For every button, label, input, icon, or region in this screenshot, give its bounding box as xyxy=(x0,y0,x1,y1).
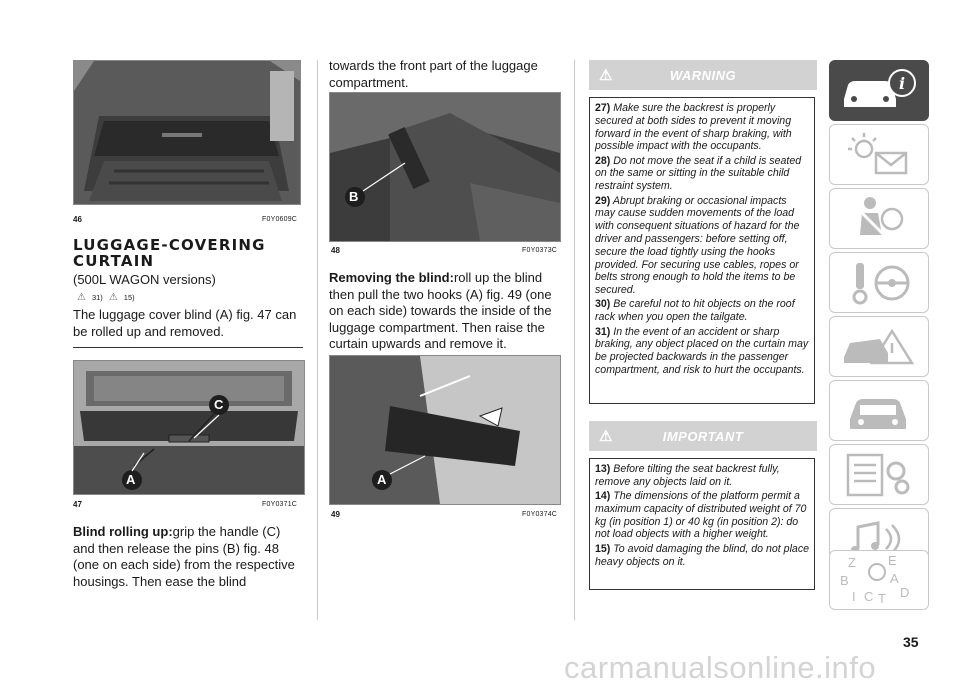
emergency-icon xyxy=(830,317,928,376)
safety-tab[interactable] xyxy=(829,188,929,249)
figure-46-number: 46 xyxy=(73,215,82,224)
index-letter: B xyxy=(840,573,849,588)
note-number: 30) xyxy=(595,298,611,311)
note-text: Do not move the seat if a child is seated on the same or sitting in the suitable child restraint system. xyxy=(595,154,802,193)
rolling-up-text: grip the handle (C) and then release the pins (B) fig. 48 (one on each side) from the respective housings. Then ease the blind xyxy=(73,524,295,589)
seatbelt-airbag-icon xyxy=(830,189,928,248)
intro-paragraph: The luggage cover blind (A) fig. 47 can be rolled up and removed. xyxy=(73,307,297,339)
figure-48-number: 48 xyxy=(331,246,340,255)
note-number: 13) xyxy=(595,463,611,475)
index-letter: C xyxy=(864,589,874,604)
note-number: 14) xyxy=(595,490,611,503)
figure-47-code: F0Y0371C xyxy=(262,501,298,508)
note-text: Before tilting the seat backrest fully, remove any objects laid on it. xyxy=(595,463,780,488)
warning-header xyxy=(589,60,817,90)
car-warning-icon: ⚠ xyxy=(599,428,613,445)
note-number: 31) xyxy=(595,325,611,338)
removing-text: roll up the blind then pull the two hooks (A) fig. 49 (one on each side) towards the inside of the luggage compartment. Then raise the curtain upwards and remove it. xyxy=(329,270,552,351)
figure-47-curtain-photo xyxy=(73,360,305,495)
warning-box xyxy=(589,97,815,404)
watermark: carmanualsonline.info xyxy=(564,650,877,685)
magnifier-icon xyxy=(868,563,886,581)
removing-paragraph xyxy=(329,270,561,353)
figure-47-callout-a: A xyxy=(126,472,136,487)
note-text: Be careful not to hit objects on the roof rack when you open the tailgate. xyxy=(595,298,795,324)
note-number: 27) xyxy=(595,102,611,114)
note-number: 29) xyxy=(595,194,611,207)
svg-text:i: i xyxy=(899,74,906,93)
figure-46-luggage-photo xyxy=(73,60,301,205)
column-divider-1 xyxy=(317,60,318,620)
warning-lights-icon xyxy=(830,125,928,184)
figure-47-number: 47 xyxy=(73,500,82,509)
figure-46-code: F0Y0609C xyxy=(262,216,298,223)
driving-tab[interactable] xyxy=(829,252,929,313)
index-letter: A xyxy=(890,571,899,586)
warning-note xyxy=(595,155,809,193)
car-info-icon xyxy=(830,61,928,120)
car-maintenance-icon xyxy=(830,381,928,440)
note-text: The dimensions of the platform permit a maximum capacity of distributed weight of 70 kg (in position 1) or 40 kg (in position 2): do not load objects with a higher weight. xyxy=(595,490,807,541)
key-steering-icon xyxy=(830,253,928,312)
note-text: Abrupt braking or occasional impacts may cause sudden movements of the load with consequent situations of hazard for the driver and passengers: before setting off, secure the load tightly using the hooks provided. For securing use cables, ropes or belts strong enough to hold the items to be secured. xyxy=(595,194,800,297)
index-letter: E xyxy=(888,553,897,568)
note-text: To avoid damaging the blind, do not place heavy objects on it. xyxy=(595,542,810,568)
index-letter: T xyxy=(878,591,886,606)
figure-49-number: 49 xyxy=(331,510,340,519)
car-info-tab[interactable] xyxy=(829,60,929,121)
figure-49-hook-photo xyxy=(329,355,561,505)
warning-title: WARNING xyxy=(669,67,737,83)
important-header xyxy=(589,421,817,451)
figure-48-code: F0Y0373C xyxy=(522,247,558,254)
warning-note xyxy=(595,102,809,153)
warning-note xyxy=(595,195,809,297)
lights-tab[interactable] xyxy=(829,124,929,185)
figure-48-callout-b: B xyxy=(349,189,359,204)
index-letter: I xyxy=(852,589,856,604)
warning-triangle-icon: ⚠ xyxy=(599,67,613,84)
heading-line-2: CURTAIN xyxy=(73,252,155,270)
page-number: 35 xyxy=(903,634,919,650)
important-note xyxy=(595,543,809,569)
figure-47-callout-c: C xyxy=(214,397,224,412)
reference-markers xyxy=(77,292,135,303)
heading-line-1: LUGGAGE-COVERING xyxy=(73,236,266,254)
important-box xyxy=(589,458,815,590)
removing-title: Removing the blind: xyxy=(329,270,454,285)
warning-note xyxy=(595,298,809,324)
intro-divider xyxy=(73,347,303,348)
note-number: 28) xyxy=(595,154,611,167)
technical-data-icon xyxy=(830,445,928,504)
column-divider-2 xyxy=(574,60,575,620)
technical-tab[interactable] xyxy=(829,444,929,505)
figure-49-code: F0Y0374C xyxy=(522,511,558,518)
note-number: 15) xyxy=(595,542,611,555)
note-text: In the event of an accident or sharp braking, any object placed on the curtain may be projected backwards in the passenger compartment, and risk to hurt the occupants. xyxy=(595,325,809,376)
warning-note xyxy=(595,326,809,377)
figure-48-pin-photo xyxy=(329,92,561,242)
maintenance-tab[interactable] xyxy=(829,380,929,441)
rolling-up-title: Blind rolling up: xyxy=(73,524,173,539)
section-heading xyxy=(73,237,303,269)
index-icon xyxy=(830,551,928,609)
important-ref-icon: ⚠ xyxy=(108,292,118,303)
rolling-up-paragraph xyxy=(73,524,305,590)
important-ref: 15) xyxy=(123,293,135,302)
important-title: IMPORTANT xyxy=(662,428,744,444)
important-note xyxy=(595,463,809,489)
index-tab[interactable] xyxy=(829,550,929,610)
warning-ref: 31) xyxy=(91,293,103,302)
figure-49-callout-a: A xyxy=(377,472,387,487)
section-subtitle: (500L WAGON versions) xyxy=(73,272,216,287)
warning-ref-icon: ⚠ xyxy=(77,292,86,303)
index-letter: D xyxy=(900,585,910,600)
note-text: Make sure the backrest is properly secured at both sides to prevent it moving forward in the event of sharp braking, with possible impact with the occupants. xyxy=(595,102,792,153)
index-letter: Z xyxy=(848,555,856,570)
continued-paragraph: towards the front part of the luggage compartment. xyxy=(329,58,538,90)
important-note xyxy=(595,490,809,541)
emergency-tab[interactable] xyxy=(829,316,929,377)
